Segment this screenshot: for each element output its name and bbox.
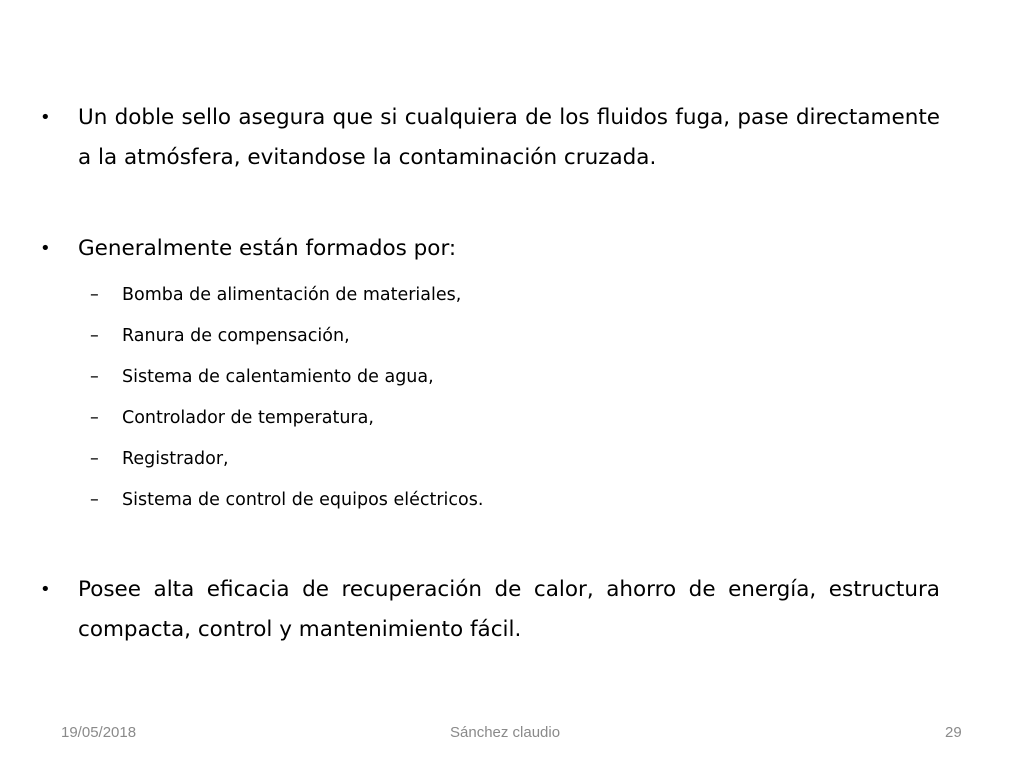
sub-list-text: Controlador de temperatura, xyxy=(122,408,374,428)
sub-list-text: Sistema de calentamiento de agua, xyxy=(122,367,434,387)
sub-list-item xyxy=(90,488,790,512)
sub-list-marker: – xyxy=(90,285,99,305)
sub-list-item xyxy=(90,447,790,471)
sub-list-item xyxy=(90,283,790,307)
sub-list-marker: – xyxy=(90,367,99,387)
sub-list-text: Registrador, xyxy=(122,449,229,469)
footer-author: Sánchez claudio xyxy=(450,724,561,741)
footer-page-number: 29 xyxy=(945,724,962,741)
sub-list-item xyxy=(90,324,790,348)
bullet-marker: • xyxy=(40,107,51,128)
sub-list-marker: – xyxy=(90,326,99,346)
bullet-item xyxy=(40,570,940,650)
footer-date: 19/05/2018 xyxy=(61,724,137,741)
sub-list-text: Sistema de control de equipos eléctricos. xyxy=(122,490,484,510)
bullet-item xyxy=(40,229,940,269)
bullet-text: Generalmente están formados por: xyxy=(78,236,457,261)
sub-list-item xyxy=(90,365,790,389)
sub-list-marker: – xyxy=(90,490,99,510)
sub-list-marker: – xyxy=(90,449,99,469)
bullet-text: Posee alta eficacia de recuperación de calor, ahorro de energía, estructura compacta, control y mantenimiento fácil. xyxy=(78,577,940,642)
bullet-text: Un doble sello asegura que si cualquiera de los fluidos fuga, pase directamente a la atmósfera, evitandose la contaminación cruzada. xyxy=(78,105,940,170)
sub-list-text: Bomba de alimentación de materiales, xyxy=(122,285,462,305)
bullet-marker: • xyxy=(40,238,51,259)
sub-list-item xyxy=(90,406,790,430)
sub-list-text: Ranura de compensación, xyxy=(122,326,350,346)
bullet-item xyxy=(40,98,940,178)
bullet-marker: • xyxy=(40,579,51,600)
sub-list-marker: – xyxy=(90,408,99,428)
